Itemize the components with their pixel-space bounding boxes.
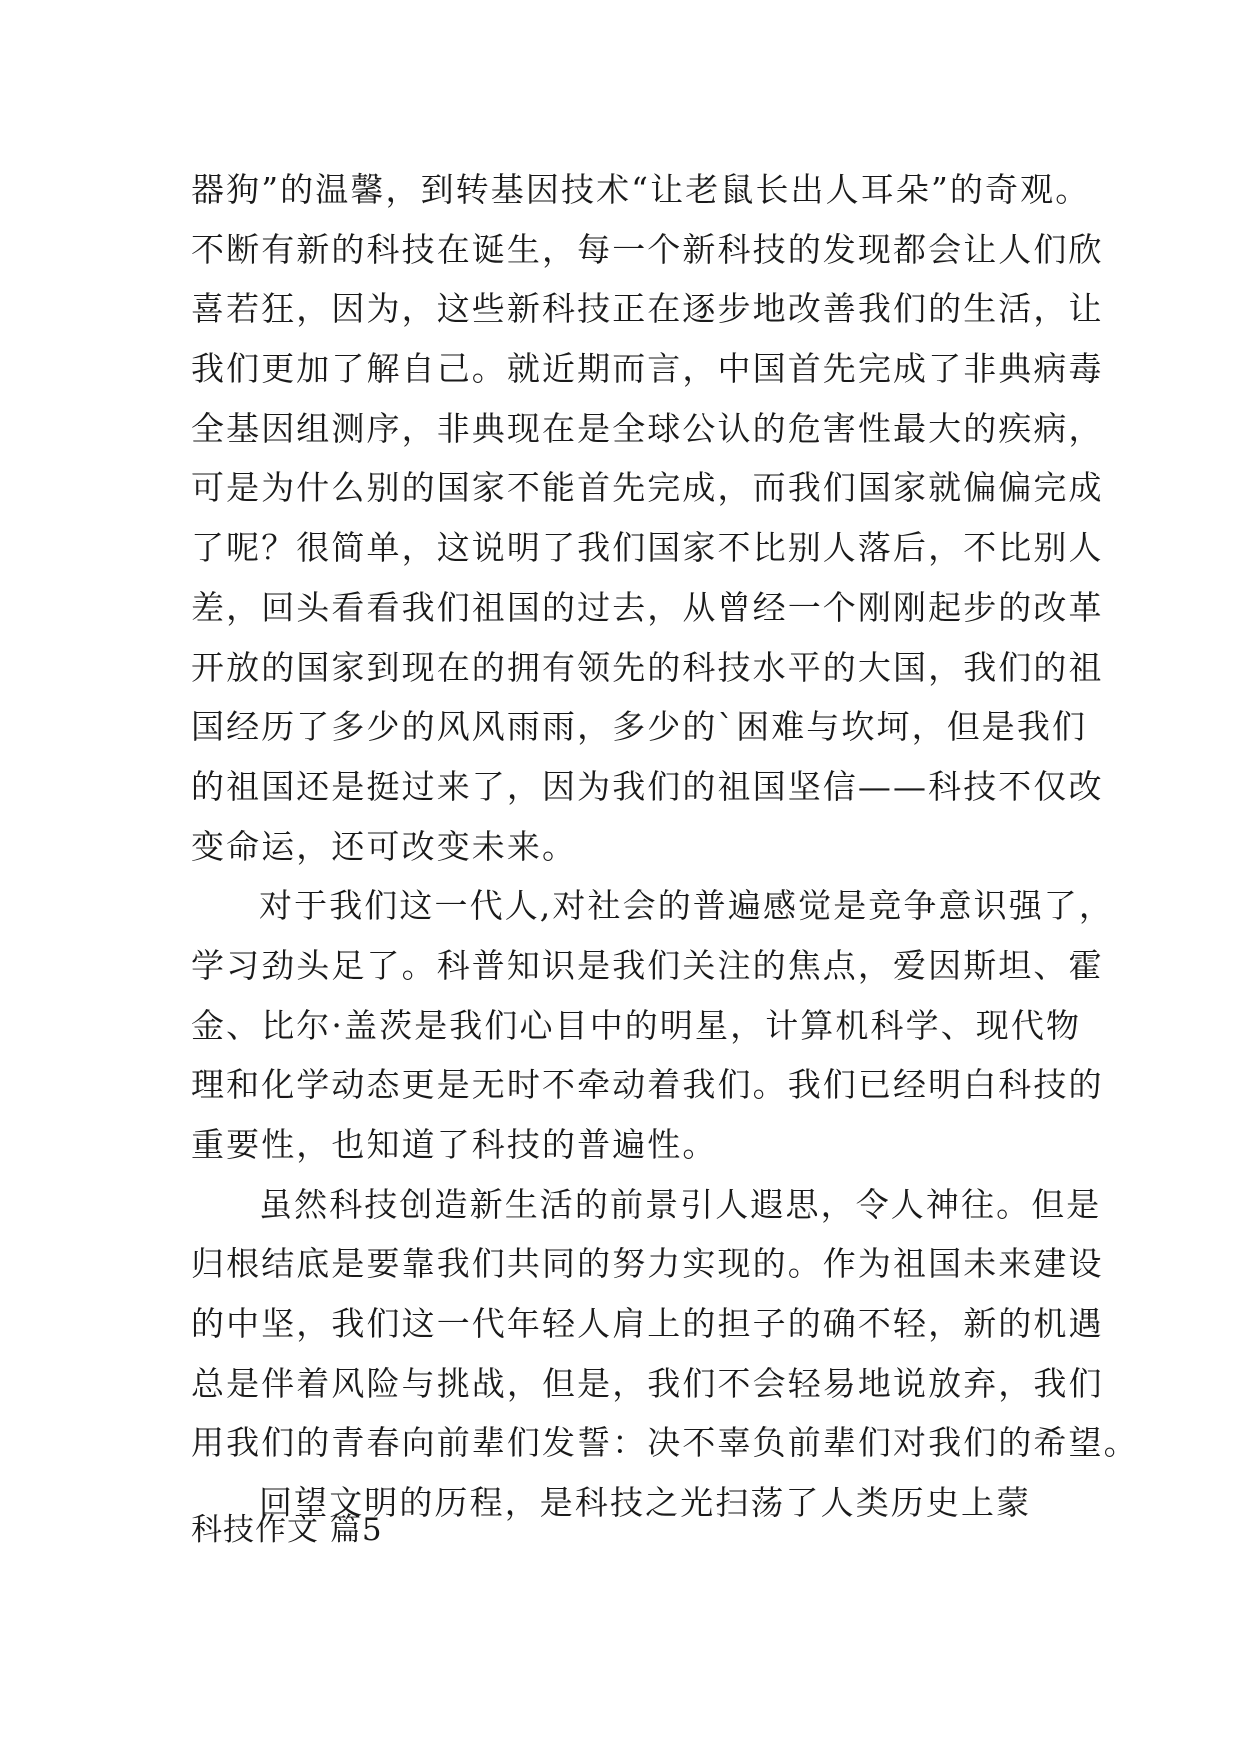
- text-line: 开放的国家到现在的拥有领先的科技水平的大国，我们的祖: [191, 647, 1104, 687]
- text-line: 我们更加了解自己。就近期而言，中国首先完成了非典病毒: [191, 349, 1104, 389]
- text-line: 用我们的青春向前辈们发誓：决不辜负前辈们对我们的希望。: [191, 1423, 1139, 1463]
- text-line: 金、比尔·盖茨是我们心目中的明星，计算机科学、现代物: [191, 1005, 1082, 1045]
- text-line: 不断有新的科技在诞生，每一个新科技的发现都会让人们欣: [191, 229, 1104, 269]
- text-line: 喜若狂，因为，这些新科技正在逐步地改善我们的生活，让: [191, 289, 1104, 329]
- text-line: 可是为什么别的国家不能首先完成，而我们国家就偏偏完成: [191, 468, 1104, 508]
- text-line: 总是伴着风险与挑战，但是，我们不会轻易地说放弃，我们: [191, 1363, 1104, 1403]
- text-line: 学习劲头足了。科普知识是我们关注的焦点，爱因斯坦、霍: [191, 945, 1104, 985]
- paragraph-first-line: 虽然科技创造新生活的前景引人遐思，令人神往。但是: [259, 1184, 1102, 1224]
- text-line: 国经历了多少的风风雨雨，多少的`困难与坎坷，但是我们: [191, 707, 1088, 747]
- text-line: 归根结底是要靠我们共同的努力实现的。作为祖国未来建设: [191, 1244, 1104, 1284]
- text-line: 的祖国还是挺过来了，因为我们的祖国坚信——科技不仅改: [191, 766, 1104, 806]
- text-line: 差，回头看看我们祖国的过去，从曾经一个刚刚起步的改革: [191, 587, 1104, 627]
- text-line: 全基因组测序，非典现在是全球公认的危害性最大的疾病，: [191, 408, 1104, 448]
- text-line: 重要性，也知道了科技的普遍性。: [191, 1125, 718, 1164]
- paragraph-first-line: 对于我们这一代人,对社会的普遍感觉是竞争意识强了，: [259, 886, 1114, 926]
- text-line: 了呢？很简单，这说明了我们国家不比别人落后，不比别人: [191, 528, 1104, 568]
- section-heading: 科技作文 篇5: [191, 1512, 383, 1548]
- text-line: 的中坚，我们这一代年轻人肩上的担子的确不轻，新的机遇: [191, 1304, 1104, 1344]
- essay-body: [191, 160, 1139, 1533]
- text-line: 理和化学动态更是无时不牵动着我们。我们已经明白科技的: [191, 1065, 1104, 1105]
- text-line: 变命运，还可改变未来。: [191, 826, 578, 866]
- paragraph-first-line: 回望文明的历程，是科技之光扫荡了人类历史上蒙: [259, 1483, 1032, 1523]
- text-line: 器狗”的温馨，到转基因技术“让老鼠长出人耳朵”的奇观。: [191, 170, 1091, 209]
